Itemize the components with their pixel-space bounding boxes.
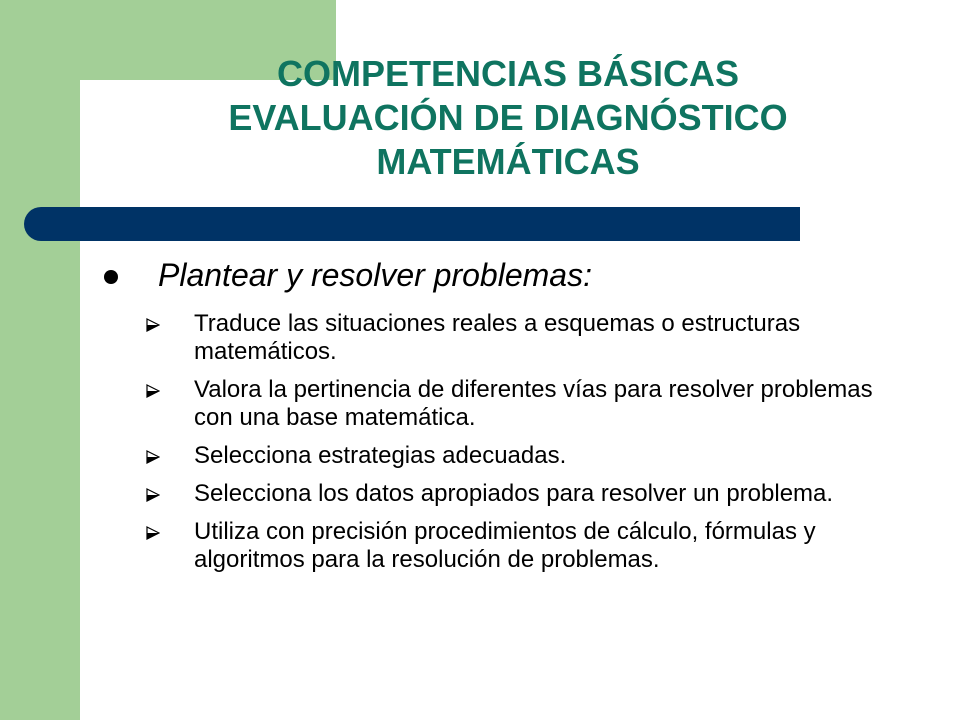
list-item-text: Traduce las situaciones reales a esquemas o estructuras matemáticos. (194, 310, 801, 365)
arrow-bullet-icon (146, 526, 160, 540)
arrow-bullet-icon (146, 384, 160, 398)
list-item (146, 310, 906, 366)
arrow-bullet-icon (146, 318, 160, 332)
title-divider-bar (24, 207, 800, 241)
list-item-text: Selecciona los datos apropiados para resolver un problema. (194, 480, 834, 507)
list-item (146, 518, 906, 574)
section-heading: Plantear y resolver problemas: (158, 257, 592, 293)
title-line-3: MATEMÁTICAS (376, 141, 640, 182)
arrow-bullet-icon (146, 450, 160, 464)
title-line-1: COMPETENCIAS BÁSICAS (276, 53, 740, 94)
list-item (146, 442, 906, 470)
list-item (146, 376, 906, 432)
circle-bullet-icon (104, 270, 118, 284)
slide-title (150, 52, 866, 184)
title-line-2: EVALUACIÓN DE DIAGNÓSTICO (228, 97, 788, 138)
list-item (146, 480, 906, 508)
arrow-bullet-icon (146, 488, 160, 502)
competency-list (146, 310, 906, 584)
list-item-text: Selecciona estrategias adecuadas. (194, 442, 567, 469)
list-item-text: Utiliza con precisión procedimientos de cálculo, fórmulas y algoritmos para la resolución de problemas. (194, 518, 816, 573)
rounded-white-corner (80, 80, 140, 140)
list-item-text: Valora la pertinencia de diferentes vías para resolver problemas con una base matemática. (194, 376, 873, 431)
left-green-strip (0, 0, 80, 720)
